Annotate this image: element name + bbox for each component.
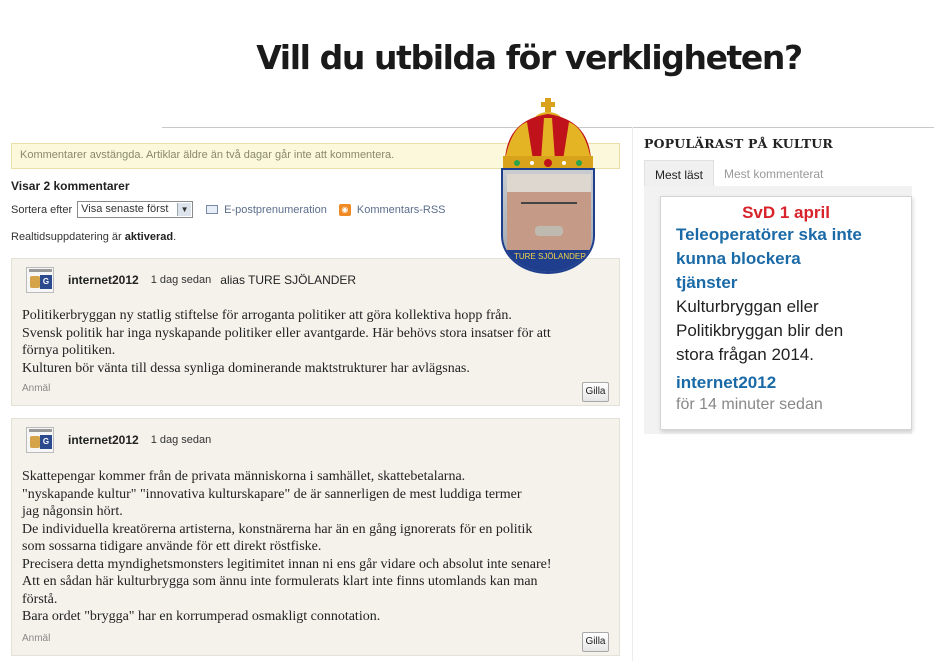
sidebar-title: POPULÄRAST PÅ KULTUR: [644, 136, 833, 151]
comment-time[interactable]: 1 dag sedan: [150, 274, 212, 286]
rss-icon[interactable]: ◉: [339, 204, 351, 216]
comment-line: Svensk politik har inga nyskapande politiker eller avantgarde. Här behövs stora insatser för att: [22, 325, 551, 341]
realtime-suffix: .: [173, 231, 177, 243]
popup-text-line: Politikbryggan blir den: [676, 321, 844, 340]
crown-icon: [497, 98, 599, 174]
popup-text: [676, 295, 911, 367]
comment-line: Kulturen bör vänta till dessa synliga dominerande maktstrukturer har avlägsnas.: [22, 360, 470, 376]
portrait-shield: [501, 168, 595, 274]
comment-header: [12, 425, 619, 455]
like-button[interactable]: Gilla: [582, 382, 609, 402]
comment-body: [12, 468, 619, 626]
tab-most-commented[interactable]: Mest kommenterat: [724, 167, 824, 181]
sort-selected-value: Visa senaste först: [81, 203, 169, 215]
sort-label: Sortera efter: [11, 203, 73, 216]
badge-banner: TURE SJÖLANDER: [503, 250, 595, 274]
report-link[interactable]: Anmäl: [22, 383, 51, 394]
popup-text-line: stora frågan 2014.: [676, 345, 814, 364]
popup-text-line: Kulturbryggan eller: [676, 297, 819, 316]
popup-username[interactable]: internet2012: [676, 373, 777, 392]
comments-rss-link[interactable]: Kommentars-RSS: [356, 203, 446, 216]
comment-username[interactable]: internet2012: [68, 273, 139, 287]
comment-line: De individuella kreatörerna artisterna, konstnärerna har än en gång ignorerats för en politik: [22, 521, 533, 537]
like-button[interactable]: Gilla: [582, 632, 609, 652]
report-link[interactable]: Anmäl: [22, 633, 51, 644]
email-subscription-link[interactable]: E-postprenumeration: [224, 203, 327, 216]
popup-headline-link[interactable]: [676, 223, 911, 295]
comment-line: Att en sådan här kulturbrygga som ännu inte formulerats klart inte finns utomlands kan man: [22, 574, 538, 589]
crowned-portrait-badge: [497, 98, 599, 274]
chevron-down-icon[interactable]: ▼: [177, 203, 191, 216]
sort-select[interactable]: [77, 201, 193, 218]
comments-count: Visar 2 kommentarer: [11, 179, 130, 193]
comment-line: förstå.: [22, 591, 58, 607]
popup-time: för 14 minuter sedan: [676, 396, 823, 413]
comment-line: jag någonsin hört.: [22, 504, 123, 519]
realtime-label: Realtidsuppdatering är: [11, 231, 122, 243]
comment-time[interactable]: 1 dag sedan: [150, 434, 212, 446]
comment-line: Skattepengar kommer från de privata människorna i samhället, skattebetalarna.: [22, 469, 466, 484]
popup-title: SvD 1 april: [742, 203, 830, 222]
popup-headline-line[interactable]: Teleoperatörer ska inte: [676, 225, 862, 244]
column-divider: [632, 127, 633, 661]
realtime-value[interactable]: aktiverad: [124, 231, 174, 243]
comment-line: "nyskapande kultur" "innovativa kulturskapare" de är sannerligen de mest luddiga termer: [22, 486, 522, 502]
page-headline: Vill du utbilda för verkligheten?: [256, 38, 802, 77]
comment-line: Politikerbryggan ny statlig stiftelse för arroganta politiker att göra kollektiva hopp från.: [22, 308, 512, 323]
popup-headline-line[interactable]: kunna blockera: [676, 249, 801, 268]
comments-closed-notice: Kommentarer avstängda. Artiklar äldre än två dagar går inte att kommentera.: [11, 143, 620, 169]
mail-icon[interactable]: [206, 205, 218, 214]
comment-body: [12, 307, 619, 377]
comment-line: förnya politiken.: [22, 343, 116, 358]
tab-most-read[interactable]: Mest läst: [644, 160, 714, 188]
news-popup: [660, 196, 912, 430]
comment-card: [11, 418, 620, 656]
comment-line: Bara ordet "brygga" har en korrumperad osmakligt connotation.: [22, 609, 381, 624]
comment-line: som sossarna tidigare använde för ett direkt röstfiske.: [22, 539, 322, 554]
realtime-status: [11, 231, 176, 243]
comment-username[interactable]: internet2012: [68, 433, 139, 447]
comment-alias: alias TURE SJÖLANDER: [220, 273, 357, 287]
comment-line: Precisera detta myndighetsmonsters legitimitet innan ni ens går vidare och absolut inte senare!: [22, 556, 552, 572]
popup-headline-line[interactable]: tjänster: [676, 273, 738, 292]
portrait-photo: [507, 174, 591, 252]
avatar[interactable]: G: [26, 267, 54, 293]
sidebar-tabs: [644, 160, 833, 188]
comment-card: [11, 258, 620, 406]
avatar[interactable]: G: [26, 427, 54, 453]
sort-row: [11, 201, 446, 218]
